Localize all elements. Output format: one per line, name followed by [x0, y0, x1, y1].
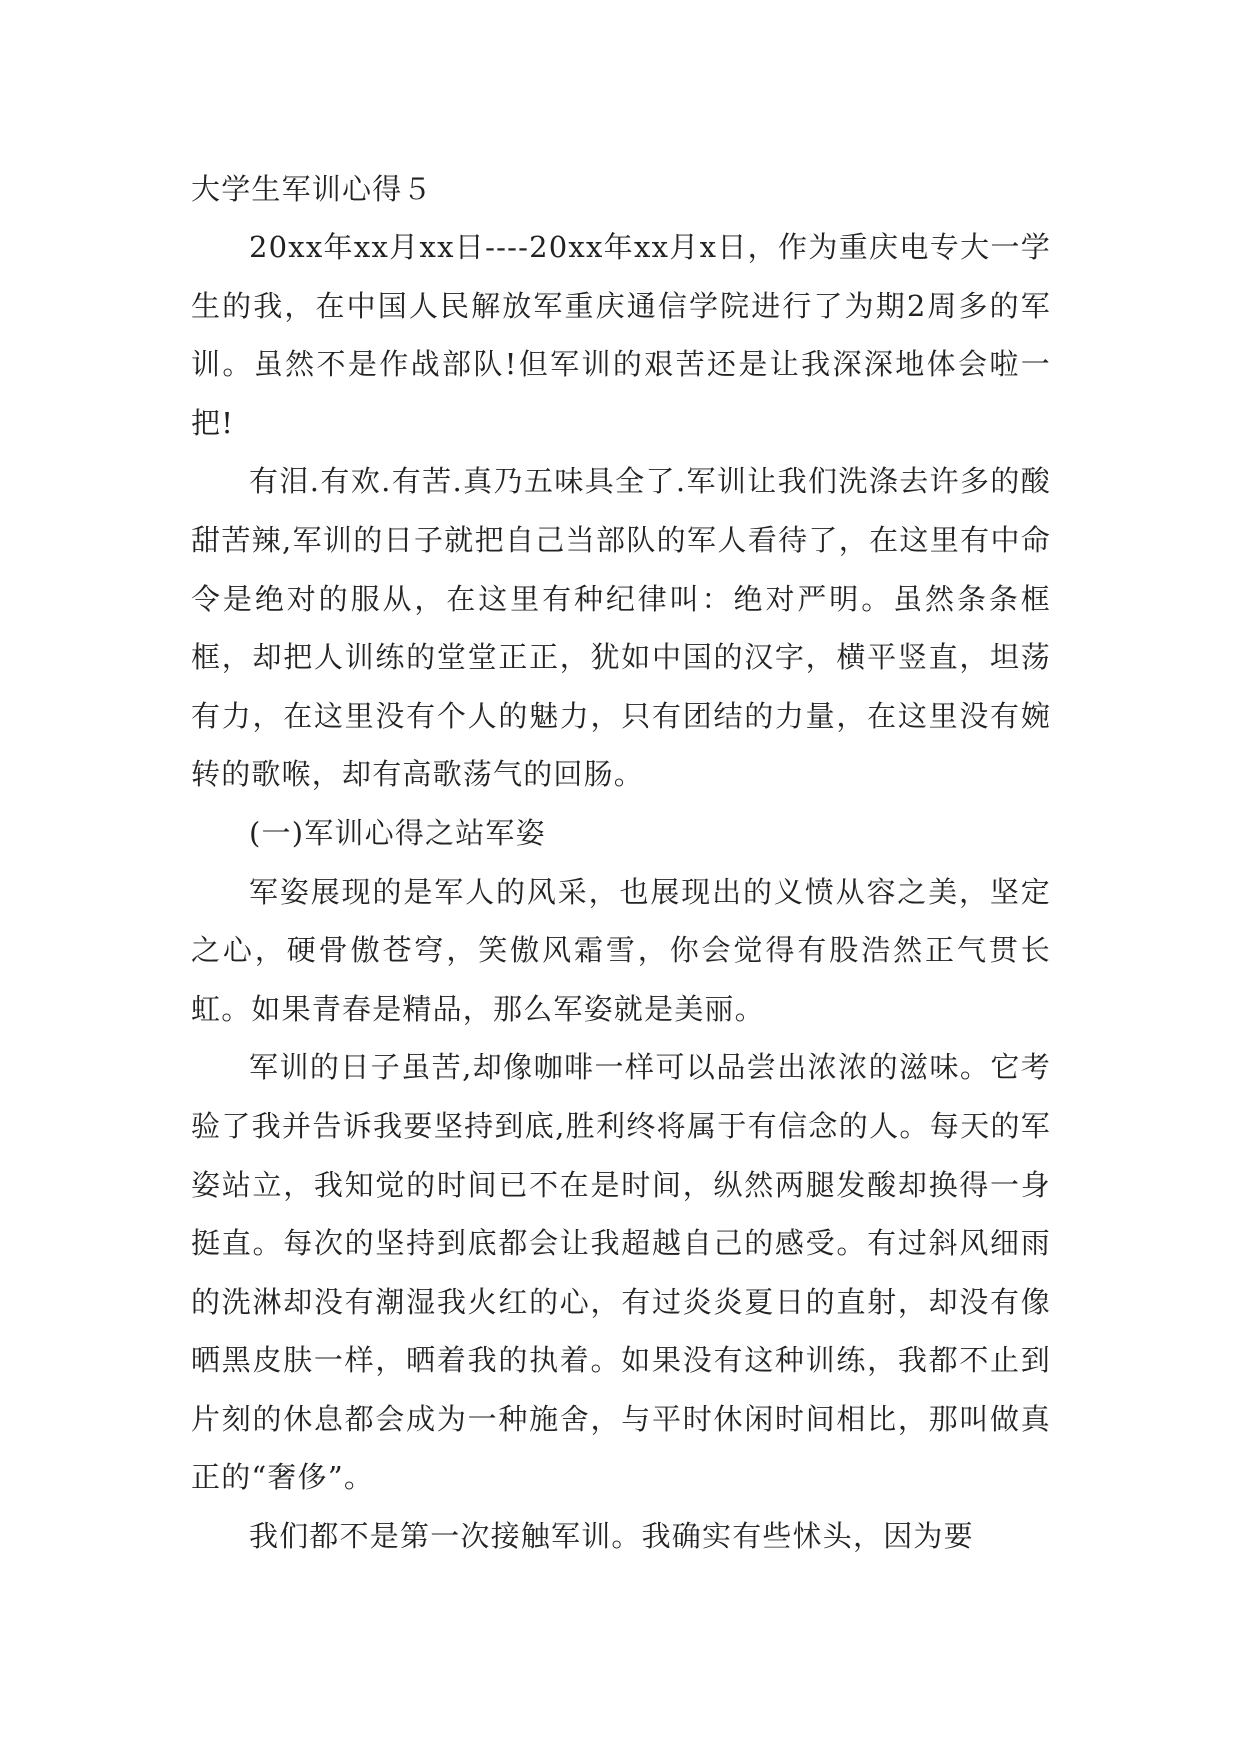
- paragraph-posture: 军姿展现的是军人的风采，也展现出的义愤从容之美，坚定之心，硬骨傲苍穹，笑傲风霜雪，你会觉得有股浩然正气贯长虹。如果青春是精品，那么军姿就是美丽。: [191, 874, 1051, 1026]
- document-body: [191, 160, 1051, 1566]
- paragraph-intro: 20xx年xx月xx日----20xx年xx月x日，作为重庆电专大一学生的我，在中国人民解放军重庆通信学院进行了为期2周多的军训。虽然不是作战部队!但军训的艰苦还是让我深深地体会啦一把!: [191, 230, 1051, 440]
- paragraph-hardship: 军训的日子虽苦,却像咖啡一样可以品尝出浓浓的滋味。它考验了我并告诉我要坚持到底,胜利终将属于有信念的人。每天的军姿站立，我知觉的时间已不在是时间，纵然两腿发酸却换得一身挺直。每次的坚持到底都会让我超越自己的感受。有过斜风细雨的洗淋却没有潮湿我火红的心，有过炎炎夏日的直射，却没有像晒黑皮肤一样，晒着我的执着。如果没有这种训练，我都不止到片刻的休息都会成为一种施舍，与平时休闲时间相比，那叫做真正的“奢侈”。: [191, 1050, 1051, 1495]
- paragraph-feelings: 有泪.有欢.有苦.真乃五味具全了.军训让我们洗涤去许多的酸甜苦辣,军训的日子就把自己当部队的军人看待了，在这里有中命令是绝对的服从，在这里有种纪律叫：绝对严明。虽然条条框框，却把人训练的堂堂正正，犹如中国的汉字，横平竖直，坦荡有力，在这里没有个人的魅力，只有团结的力量，在这里没有婉转的歌喉，却有高歌荡气的回肠。: [191, 464, 1051, 792]
- section-heading-standing-posture: (一)军训心得之站军姿: [249, 815, 546, 850]
- paragraph-continued: 我们都不是第一次接触军训。我确实有些怵头，因为要: [249, 1519, 974, 1554]
- document-title: 大学生军训心得５: [191, 172, 433, 206]
